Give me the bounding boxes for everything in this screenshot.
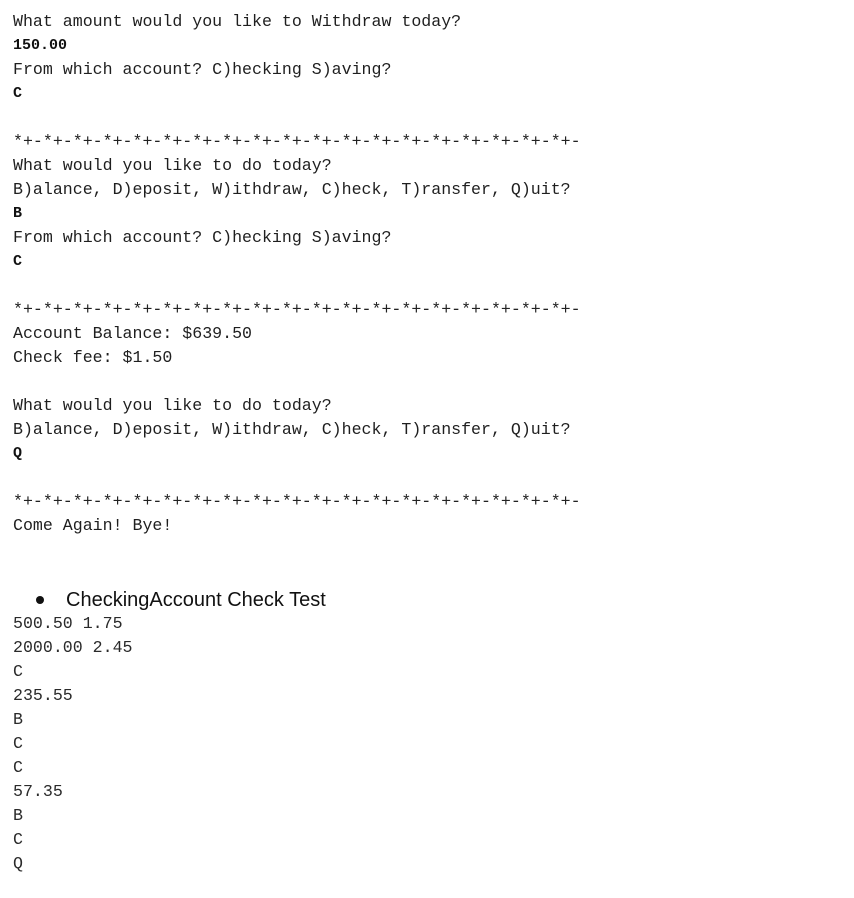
test-input-line: B <box>13 806 23 825</box>
account-input: C <box>13 85 23 102</box>
test-input-list <box>13 612 843 876</box>
account-balance-line: Account Balance: $639.50 <box>13 324 252 343</box>
blank-line <box>13 106 843 130</box>
menu-prompt: What would you like to do today? <box>13 156 332 175</box>
separator-line: *+-*+-*+-*+-*+-*+-*+-*+-*+-*+-*+-*+-*+-*+-*+-*+-*+-*+-*+- <box>13 300 581 319</box>
test-input-line: C <box>13 734 23 753</box>
goodbye-line: Come Again! Bye! <box>13 516 173 535</box>
test-heading-text: CheckingAccount Check Test <box>66 588 326 611</box>
test-input-line: C <box>13 830 23 849</box>
account-prompt: From which account? C)hecking S)aving? <box>13 228 392 247</box>
withdraw-prompt: What amount would you like to Withdraw today? <box>13 12 462 31</box>
menu-input: Q <box>13 445 23 462</box>
account-input: C <box>13 253 23 270</box>
blank-line <box>13 274 843 298</box>
console-transcript <box>13 10 843 876</box>
bullet-icon <box>36 596 44 604</box>
test-input-line: 235.55 <box>13 686 73 705</box>
check-fee-line: Check fee: $1.50 <box>13 348 173 367</box>
blank-line <box>13 538 843 562</box>
blank-line <box>13 370 843 394</box>
separator-line: *+-*+-*+-*+-*+-*+-*+-*+-*+-*+-*+-*+-*+-*+-*+-*+-*+-*+-*+- <box>13 132 581 151</box>
blank-line <box>13 466 843 490</box>
menu-prompt: What would you like to do today? <box>13 396 332 415</box>
test-input-line: 2000.00 2.45 <box>13 638 133 657</box>
menu-input: B <box>13 205 23 222</box>
test-input-line: 57.35 <box>13 782 63 801</box>
account-prompt: From which account? C)hecking S)aving? <box>13 60 392 79</box>
test-input-line: B <box>13 710 23 729</box>
test-heading <box>36 588 843 612</box>
spacer <box>13 562 843 588</box>
test-input-line: C <box>13 662 23 681</box>
test-input-line: C <box>13 758 23 777</box>
separator-line: *+-*+-*+-*+-*+-*+-*+-*+-*+-*+-*+-*+-*+-*+-*+-*+-*+-*+-*+- <box>13 492 581 511</box>
test-input-line: Q <box>13 854 23 873</box>
withdraw-amount-input: 150.00 <box>13 37 68 54</box>
test-input-line: 500.50 1.75 <box>13 614 123 633</box>
menu-options: B)alance, D)eposit, W)ithdraw, C)heck, T)ransfer, Q)uit? <box>13 420 571 439</box>
menu-options: B)alance, D)eposit, W)ithdraw, C)heck, T)ransfer, Q)uit? <box>13 180 571 199</box>
